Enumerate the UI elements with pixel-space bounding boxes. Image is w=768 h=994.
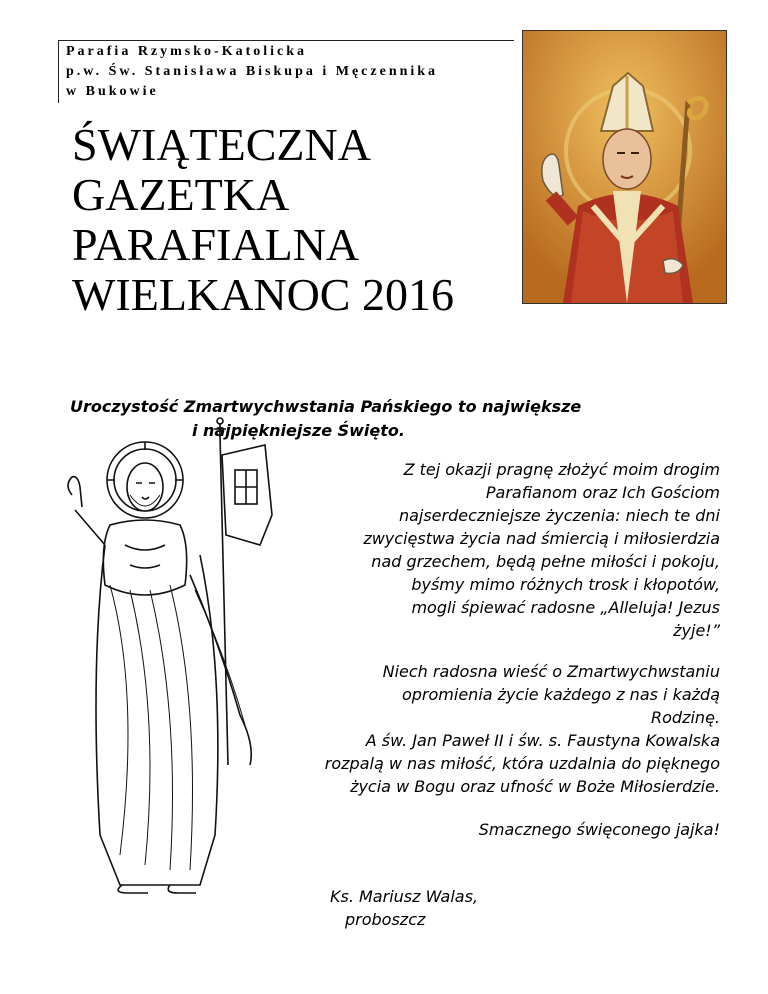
greeting-p2-line: A św. Jan Paweł II i św. s. Faustyna Kowalska bbox=[365, 731, 720, 750]
greeting-p1-line: najserdeczniejsze życzenia: niech te dni bbox=[398, 506, 720, 525]
parish-patron: p.w. Św. Stanisława Biskupa i Męczennika bbox=[66, 64, 439, 79]
greeting-closing bbox=[200, 818, 720, 841]
greeting-p1-line: zwycięstwa życia nad śmiercią i miłosierdzia bbox=[363, 529, 720, 548]
title-line-1: ŚWIĄTECZNA bbox=[72, 119, 371, 170]
greeting-p2-line: rozpalą w nas miłość, która uzdalnia do pięknego bbox=[324, 754, 720, 773]
greeting-p1-line: nad grzechem, będą pełne miłości i pokoju, bbox=[371, 552, 720, 571]
signature-name: Ks. Mariusz Walas, bbox=[330, 887, 479, 906]
greeting-p2-line: życia w Bogu oraz ufność w Boże Miłosierdzie. bbox=[350, 777, 720, 796]
greeting-p1-line: żyje!” bbox=[673, 621, 720, 640]
greeting-p2-line: opromienia życie każdego z nas i każdą bbox=[401, 685, 720, 704]
greeting-p1-line: Parafianom oraz Ich Gościom bbox=[485, 483, 720, 502]
parish-name: Parafia Rzymsko-Katolicka bbox=[66, 44, 308, 59]
greeting-paragraph-1 bbox=[200, 458, 720, 642]
closing-line: Smacznego święconego jajka! bbox=[478, 820, 720, 839]
greeting-p1-line: byśmy mimo różnych trosk i kłopotów, bbox=[411, 575, 720, 594]
intro-line-1: Uroczystość Zmartwychwstania Pańskiego to największe bbox=[70, 397, 582, 416]
greeting-paragraph-2 bbox=[200, 660, 720, 798]
signature-role: proboszcz bbox=[345, 910, 426, 929]
greeting-p1-line: mogli śpiewać radosne „Alleluja! Jezus bbox=[411, 598, 720, 617]
greeting-p2-line: Niech radosna wieść o Zmartwychwstaniu bbox=[382, 662, 720, 681]
title-line-2: GAZETKA bbox=[72, 169, 290, 220]
title-line-4: WIELKANOC 2016 bbox=[72, 269, 454, 320]
parish-location: w Bukowie bbox=[66, 84, 159, 99]
title-line-3: PARAFIALNA bbox=[72, 219, 360, 270]
greeting-p1-line: Z tej okazji pragnę złożyć moim drogim bbox=[403, 460, 720, 479]
saint-stanislaus-image bbox=[522, 30, 727, 304]
greeting-p2-line: Rodzinę. bbox=[651, 708, 720, 727]
intro-line-2: i najpiękniejsze Święto. bbox=[192, 421, 405, 440]
